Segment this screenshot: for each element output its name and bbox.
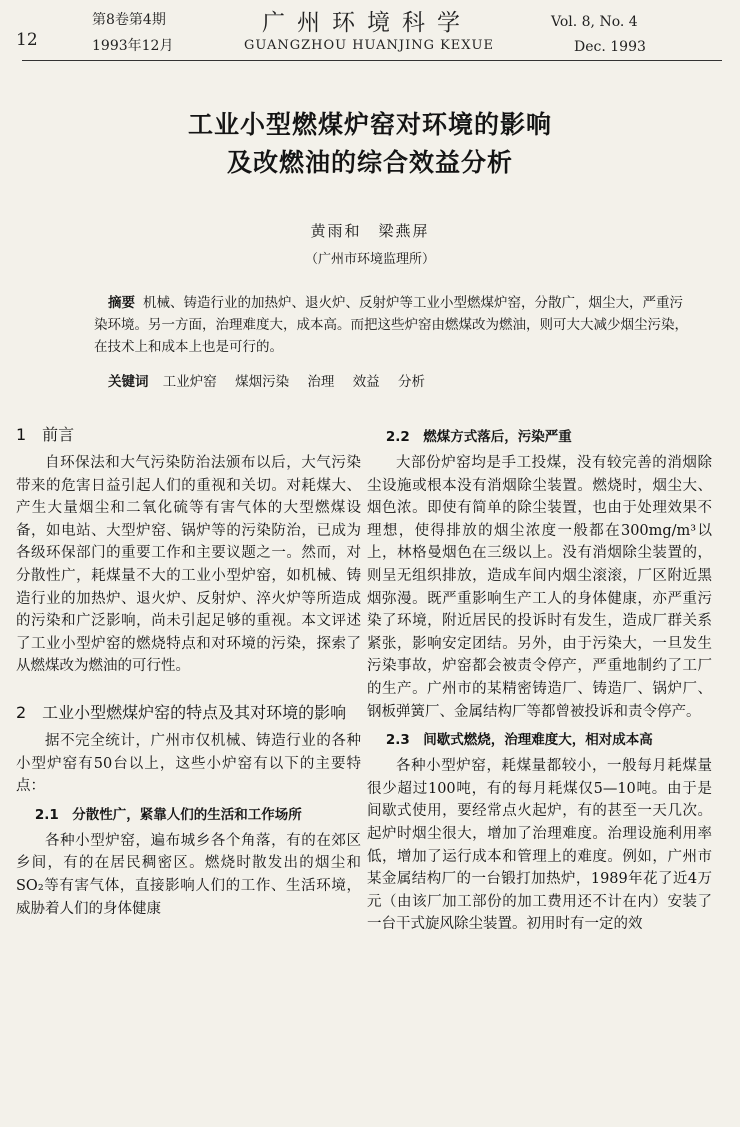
date-cn: 1993年12月 <box>92 38 174 54</box>
article-title-line-2: 及改燃油的综合效益分析 <box>226 148 513 177</box>
keyword: 效益 <box>352 374 380 390</box>
section-1-paragraph: 自环保法和大气污染防治法颁布以后，大气污染带来的危害日益引起人们的重视和关切。对耗煤大、产生大量烟尘和二氧化硫等有害气体的大型燃煤设备，如电站、大型炉窑、锅炉等的污染防治，已成为各级环保部门的重要工作和主要议题之一。然而，对分散性广，耗煤量不大的工业小型炉窑，如机械、铸造行业的加热炉、退火炉、反射炉、淬火炉等所造成的污染和广泛影响，尚未引起足够的重视。本文评述了工业小型炉窑的燃烧特点和对环境的污染，探索了从燃煤改为燃油的可行性。 <box>16 455 361 675</box>
keyword: 分析 <box>397 374 425 390</box>
left-column <box>16 420 361 920</box>
section-2-3-heading: 2.3 间歇式燃烧，治理难度大，相对成本高 <box>385 732 653 749</box>
affiliation: （广州市环境监理所） <box>304 252 435 267</box>
abstract-label: 摘要 <box>108 295 135 311</box>
volume-cn: 第8卷第4期 <box>92 12 166 28</box>
date-en: Dec. 1993 <box>574 39 646 55</box>
keyword: 工业炉窑 <box>162 374 217 390</box>
section-2-2-heading: 2.2 燃煤方式落后，污染严重 <box>385 429 572 445</box>
keywords <box>108 370 439 390</box>
section-2-1-heading: 2.1 分散性广，紧靠人们的生活和工作场所 <box>34 806 302 823</box>
section-2-1-paragraph: 各种小型炉窑，遍布城乡各个角落，有的在郊区乡间，有的在居民稠密区。燃烧时散发出的烟尘和SO₂等有害气体，直接影响人们的工作、生活环境，威胁着人们的身体健康 <box>16 832 361 917</box>
section-2-2-paragraph: 大部份炉窑均是手工投煤，没有较完善的消烟除尘设施或根本没有消烟除尘装置。燃烧时，烟尘大、烟色浓。即使有简单的除尘装置，也由于处理效果不理想，使得排放的烟尘浓度一般都在300mg/m³以上，林格曼烟色在三级以上。没有消烟除尘装置的，则呈无组织排放，造成车间内烟尘滚滚，厂区附近黑烟弥漫。既严重影响生产工人的身体健康，亦严重污染了环境，附近居民的投诉时有发生，造成厂群关系紧张，影响安定团结。另外，由于污染大，一旦发生污染事故，炉窑都会被责令停产，严重地制约了工厂的生产。广州市的某精密铸造厂、铸造厂、锅炉厂、钢板弹簧厂、金属结构厂等都曾被投诉和责令停产。 <box>367 455 712 720</box>
volume-en: Vol. 8, No. 4 <box>551 14 638 30</box>
journal-name-cn: 广州环境科学 <box>262 10 472 36</box>
abstract-text: 机械、铸造行业的加热炉、退火炉、反射炉等工业小型燃煤炉窑，分散广，烟尘大，严重污染环境。另一方面，治理难度大，成本高。而把这些炉窑由燃煤改为燃油，则可大大减少烟尘污染，在技术上和成本上也是可行的。 <box>94 295 688 355</box>
keyword: 治理 <box>307 374 335 390</box>
running-header <box>0 0 740 62</box>
section-1-heading: 1 前言 <box>16 425 75 444</box>
keywords-label: 关键词 <box>108 374 149 390</box>
keyword: 煤烟污染 <box>235 374 290 390</box>
authors: 黄雨和 梁燕屏 <box>310 222 430 240</box>
right-column <box>367 420 712 936</box>
section-2-paragraph: 据不完全统计，广州市仅机械、铸造行业的各种小型炉窑有50台以上，这些小炉窑有以下的主要特点： <box>16 732 361 795</box>
section-2-heading: 2 工业小型燃煤炉窑的特点及其对环境的影响 <box>16 702 347 722</box>
abstract <box>94 292 694 358</box>
section-2-3-paragraph: 各种小型炉窑，耗煤量都较小，一般每月耗煤量很少超过100吨，有的每月耗煤仅5—10吨。由于是间歇式使用，要经常点火起炉，有的甚至一天几次。起炉时烟尘很大，增加了治理难度。治理设施利用率低，增加了运行成本和管理上的难度。例如，广州市某金属结构厂的一台锻打加热炉，1989年花了近4万元（由该厂加工部份的加工费用还不计在内）安装了一台干式旋风除尘装置。初用时有一定的效 <box>367 758 712 933</box>
journal-name-en: GUANGZHOU HUANJING KEXUE <box>244 38 495 53</box>
header-rule <box>22 60 722 61</box>
page-number: 12 <box>16 30 38 50</box>
article-title-line-1: 工业小型燃煤炉窑对环境的影响 <box>187 110 552 139</box>
